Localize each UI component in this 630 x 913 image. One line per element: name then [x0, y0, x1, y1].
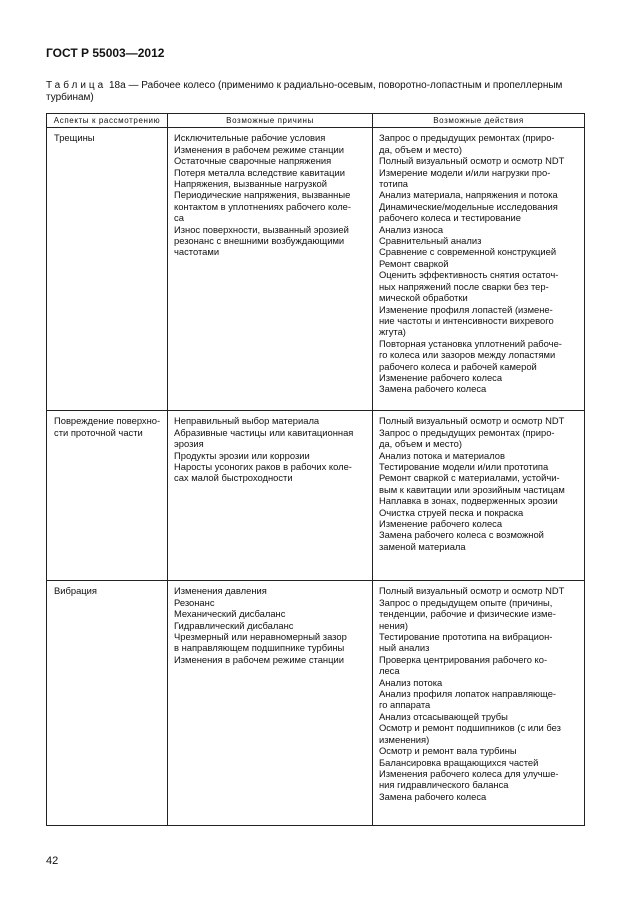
cell-text-line: Запрос о предыдущем опыте (причины,: [379, 596, 553, 608]
cell-text-line: Замена рабочего колеса: [379, 790, 487, 802]
cell-text-line: ных напряжений после сварки без тер-: [379, 280, 549, 292]
cell-text-line: ный анализ: [379, 642, 430, 654]
aspect-cell: [47, 581, 168, 826]
cell-text-line: да, объем и место): [379, 438, 463, 450]
cell-text-line: Проверка центрирования рабочего ко-: [379, 653, 548, 665]
cell-text-line: са: [174, 212, 184, 224]
cell-text-line: да, объем и место): [379, 143, 463, 155]
cell-text-line: Оценить эффективность снятия остаточ-: [379, 269, 559, 281]
cell-text-line: тенденции, рабочие и физические изме-: [379, 608, 556, 620]
cell-text-line: сах малой быстроходности: [174, 472, 293, 484]
header-aspects: Аспекты к рассмотрению: [47, 114, 168, 128]
cell-text-line: Остаточные сварочные напряжения: [174, 155, 332, 167]
cell-text-line: Осмотр и ремонт подшипников (с или без: [379, 722, 561, 734]
table-row: [47, 128, 585, 411]
cell-text-line: Запрос о предыдущих ремонтах (приро-: [379, 132, 555, 144]
cell-text-line: Изменение профиля лопастей (измене-: [379, 303, 553, 315]
cell-text-line: Потеря металла вследствие кавитации: [174, 166, 345, 178]
page-number: 42: [46, 855, 59, 867]
cell-text-line: Анализ потока: [379, 676, 443, 688]
cell-text-line: Полный визуальный осмотр и осмотр NDT: [379, 585, 565, 597]
cell-text-line: Полный визуальный осмотр и осмотр NDT: [379, 155, 565, 167]
cell-text-line: Вибрация: [54, 585, 97, 597]
cell-text-line: Изменения в рабочем режиме станции: [174, 143, 344, 155]
cell-text-line: Повреждение поверхно-: [54, 415, 161, 427]
cell-text-line: мической обработки: [379, 292, 468, 304]
causes-cell: [168, 128, 373, 411]
caption-text: 18а — Рабочее колесо (применимо к радиально-осевым, поворотно-лопастным и пропеллерным: [106, 80, 563, 91]
cell-text-line: Измерение модели и/или нагрузки про-: [379, 166, 551, 178]
cell-text-line: Продукты эрозии или коррозии: [174, 449, 310, 461]
cell-text-line: нения): [379, 619, 409, 631]
cell-text-line: Изменения давления: [174, 585, 267, 597]
cell-text-line: Ремонт сваркой с материалами, устойчи-: [379, 472, 560, 484]
document-header: ГОСТ Р 55003—2012: [46, 46, 165, 60]
caption-text-2: турбинам): [46, 92, 94, 103]
cell-text-line: Изменение рабочего колеса: [379, 371, 503, 383]
cell-text-line: Запрос о предыдущих ремонтах (приро-: [379, 426, 555, 438]
cell-text-line: Изменение рабочего колеса: [379, 518, 503, 530]
cell-text-line: частотами: [174, 246, 220, 258]
actions-cell: [373, 411, 585, 581]
cell-text-line: тотипа: [379, 178, 409, 190]
table-row: [47, 411, 585, 581]
cell-text-line: Полный визуальный осмотр и осмотр NDT: [379, 415, 565, 427]
cell-text-line: Механический дисбаланс: [174, 608, 286, 620]
cell-text-line: эрозия: [174, 438, 204, 450]
cell-text-line: Замена рабочего колеса: [379, 383, 487, 395]
causes-cell: [168, 411, 373, 581]
actions-cell: [373, 128, 585, 411]
cell-text-line: Изменения в рабочем режиме станции: [174, 653, 344, 665]
cell-text-line: Исключительные рабочие условия: [174, 132, 326, 144]
caption-label: Таблица: [46, 80, 107, 91]
cell-text-line: Очистка струей песка и покраска: [379, 506, 524, 518]
cell-text-line: вым к кавитации или эрозийным частицам: [379, 483, 565, 495]
cell-text-line: Динамические/модельные исследования: [379, 200, 558, 212]
cell-text-line: Осмотр и ремонт вала турбины: [379, 745, 517, 757]
cell-text-line: рабочего колеса и тестирование: [379, 212, 521, 224]
cell-text-line: леса: [379, 665, 400, 677]
cell-text-line: Сравнение с современной конструкцией: [379, 246, 557, 258]
table-header-row: [47, 114, 585, 128]
cell-text-line: рабочего колеса и рабочей камерой: [379, 360, 537, 372]
cell-text-line: сти проточной части: [54, 426, 143, 438]
cell-text-line: Тестирование прототипа на вибрацион-: [379, 631, 553, 643]
cell-text-line: Наплавка в зонах, подверженных эрозии: [379, 495, 558, 507]
cell-text-line: Анализ профиля лопаток направляюще-: [379, 688, 557, 700]
cell-text-line: Износ поверхности, вызванный эрозией: [174, 223, 349, 235]
cell-text-line: изменения): [379, 733, 430, 745]
cell-text-line: Ремонт сваркой: [379, 257, 449, 269]
header-causes: Возможные причины: [168, 114, 373, 128]
header-actions: Возможные действия: [373, 114, 585, 128]
cell-text-line: го аппарата: [379, 699, 431, 711]
actions-cell: [373, 581, 585, 826]
cell-text-line: заменой материала: [379, 540, 466, 552]
cell-text-line: Повторная установка уплотнений рабоче-: [379, 337, 562, 349]
cell-text-line: резонанс с внешними возбуждающими: [174, 235, 345, 247]
cell-text-line: Анализ отсасывающей трубы: [379, 710, 508, 722]
main-table: [46, 113, 585, 826]
cell-text-line: Наросты усоногих раков в рабочих коле-: [174, 461, 352, 473]
cell-text-line: Замена рабочего колеса с возможной: [379, 529, 544, 541]
aspect-cell: [47, 411, 168, 581]
cell-text-line: Анализ материала, напряжения и потока: [379, 189, 558, 201]
cell-text-line: Изменения рабочего колеса для улучше-: [379, 767, 559, 779]
cell-text-line: го колеса или зазоров между лопастями: [379, 349, 556, 361]
aspect-cell: [47, 128, 168, 411]
cell-text-line: Периодические напряжения, вызванные: [174, 189, 351, 201]
cell-text-line: жгута): [379, 326, 406, 338]
cell-text-line: ния гидравлического баланса: [379, 779, 509, 791]
cell-text-line: Чрезмерный или неравномерный зазор: [174, 631, 347, 643]
cell-text-line: ние частоты и интенсивности вихревого: [379, 314, 554, 326]
cell-text-line: Анализ износа: [379, 223, 444, 235]
table-row: [47, 581, 585, 826]
cell-text-line: Напряжения, вызванные нагрузкой: [174, 178, 328, 190]
cell-text-line: Абразивные частицы или кавитационная: [174, 426, 354, 438]
cell-text-line: Неправильный выбор материала: [174, 415, 320, 427]
cell-text-line: Трещины: [54, 132, 95, 144]
cell-text-line: в направляющем подшипнике турбины: [174, 642, 345, 654]
cell-text-line: Сравнительный анализ: [379, 235, 482, 247]
cell-text-line: Балансировка вращающихся частей: [379, 756, 539, 768]
cell-text-line: Тестирование модели и/или прототипа: [379, 461, 549, 473]
cell-text-line: Анализ потока и материалов: [379, 449, 505, 461]
causes-cell: [168, 581, 373, 826]
cell-text-line: контактом в уплотнениях рабочего коле-: [174, 200, 352, 212]
cell-text-line: Резонанс: [174, 596, 215, 608]
table-caption: [46, 80, 584, 104]
cell-text-line: Гидравлический дисбаланс: [174, 619, 294, 631]
